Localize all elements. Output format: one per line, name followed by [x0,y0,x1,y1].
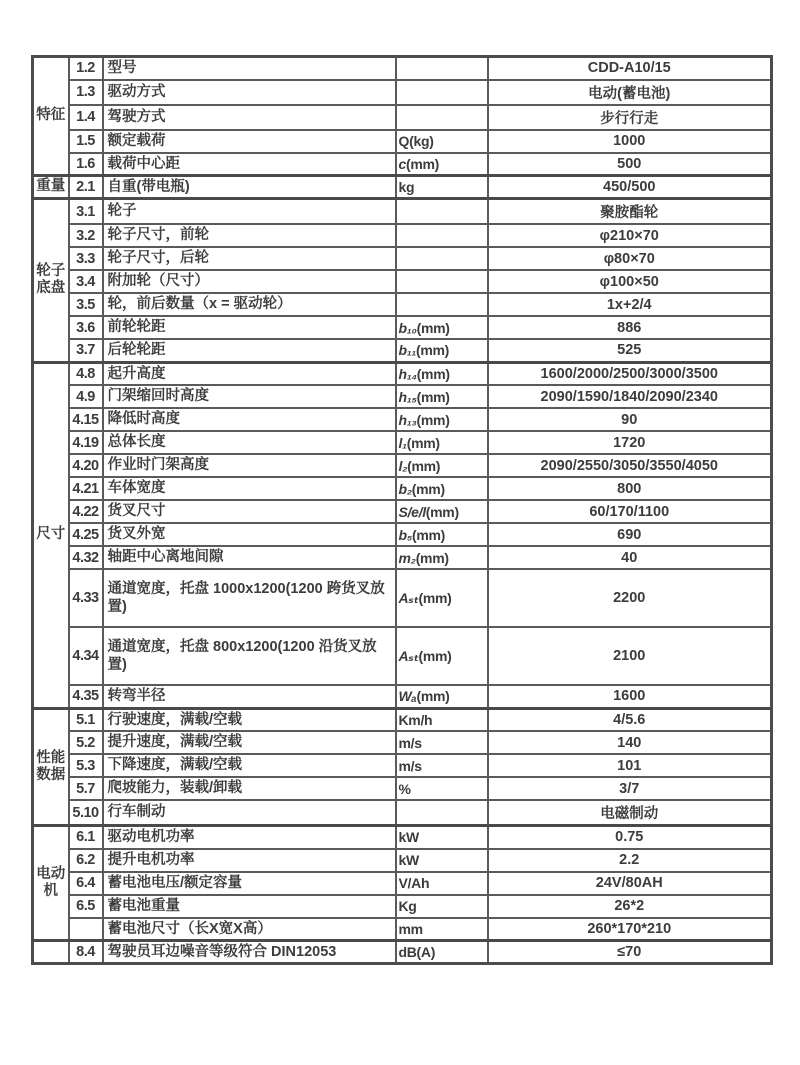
spec-row [33,293,772,316]
spec-value: 525 [488,339,772,362]
spec-row [33,431,772,454]
row-number: 6.4 [69,872,103,895]
spec-description: 行车制动 [103,800,396,826]
spec-row [33,176,772,199]
spec-value: 1600/2000/2500/3000/3500 [488,362,772,385]
spec-unit [396,918,488,941]
spec-value: 140 [488,731,772,754]
category-label: 重量 [33,176,69,199]
spec-value: 2090/1590/1840/2090/2340 [488,385,772,408]
spec-value: 电动(蓄电池) [488,80,772,105]
spec-unit [396,57,488,80]
row-number: 1.4 [69,105,103,130]
row-number: 8.4 [69,941,103,964]
spec-value: 450/500 [488,176,772,199]
spec-value: 2200 [488,569,772,627]
spec-value: 2100 [488,627,772,685]
spec-unit-symbol: b₂ [398,480,412,497]
spec-row [33,199,772,225]
spec-description: 货叉外宽 [103,523,396,546]
spec-value: φ100×50 [488,270,772,293]
spec-description: 后轮轮距 [103,339,396,362]
spec-unit [396,895,488,918]
spec-row [33,708,772,731]
spec-row [33,941,772,964]
spec-row [33,895,772,918]
spec-unit [396,477,488,500]
category-label [33,941,69,964]
spec-description: 下降速度，满载/空载 [103,754,396,777]
spec-value: 690 [488,523,772,546]
spec-unit-symbol: h₁₃ [398,411,417,428]
row-number: 6.5 [69,895,103,918]
spec-row [33,754,772,777]
spec-value: 90 [488,408,772,431]
spec-unit-rest: (mm) [411,480,445,497]
spec-row [33,731,772,754]
spec-unit [396,270,488,293]
spec-row [33,247,772,270]
spec-value: φ80×70 [488,247,772,270]
spec-unit-rest: kg [398,179,415,195]
spec-value: 0.75 [488,826,772,849]
spec-unit [396,247,488,270]
spec-description: 轮子尺寸，后轮 [103,247,396,270]
spec-unit-rest: % [398,780,411,797]
row-number: 4.20 [69,454,103,477]
spec-description: 型号 [103,57,396,80]
spec-unit-rest: kW [398,829,419,846]
spec-unit-rest: (mm) [418,589,452,606]
spec-row [33,105,772,130]
spec-unit-rest: (mm) [407,457,441,474]
spec-description: 爬坡能力，装载/卸载 [103,777,396,800]
row-number: 5.7 [69,777,103,800]
row-number: 1.2 [69,57,103,80]
spec-description: 自重(带电瓶) [103,176,396,199]
spec-unit [396,569,488,627]
spec-description: 载荷中心距 [103,153,396,176]
spec-description: 起升高度 [103,362,396,385]
spec-value: ≤70 [488,941,772,964]
spec-description: 蓄电池尺寸（长X宽X高） [103,918,396,941]
spec-unit-symbol: c [398,155,406,172]
spec-description: 蓄电池电压/额定容量 [103,872,396,895]
spec-description: 蓄电池重量 [103,895,396,918]
spec-unit [396,849,488,872]
spec-value: 40 [488,546,772,569]
row-number: 4.32 [69,546,103,569]
row-number: 3.7 [69,339,103,362]
spec-unit [396,546,488,569]
spec-value: 4/5.6 [488,708,772,731]
spec-row [33,316,772,339]
spec-unit [396,708,488,731]
spec-unit [396,105,488,130]
spec-row [33,918,772,941]
spec-unit [396,754,488,777]
spec-value: 步行行走 [488,105,772,130]
spec-unit [396,408,488,431]
spec-unit-rest: (mm) [416,342,450,359]
spec-unit-rest: (mm) [416,319,450,336]
spec-description: 驾驶方式 [103,105,396,130]
spec-row [33,408,772,431]
category-label: 特征 [33,57,69,176]
row-number: 1.5 [69,130,103,153]
spec-value: 24V/80AH [488,872,772,895]
spec-row [33,339,772,362]
spec-row [33,849,772,872]
spec-row [33,454,772,477]
spec-unit [396,130,488,153]
spec-unit [396,153,488,176]
spec-description: 驾驶员耳边噪音等级符合 DIN12053 [103,941,396,964]
row-number: 1.6 [69,153,103,176]
spec-value: 3/7 [488,777,772,800]
spec-description: 驱动电机功率 [103,826,396,849]
spec-unit [396,454,488,477]
spec-unit-rest: V/Ah [398,875,430,891]
spec-unit [396,523,488,546]
spec-description: 通道宽度，托盘 1000x1200(1200 跨货叉放置) [103,569,396,627]
spec-unit-rest: dB(A) [398,944,436,960]
spec-description: 转弯半径 [103,685,396,708]
spec-row [33,569,772,627]
spec-unit [396,293,488,316]
spec-unit-rest: (mm) [416,411,450,428]
row-number: 4.25 [69,523,103,546]
spec-unit [396,199,488,225]
row-number: 6.1 [69,826,103,849]
spec-unit [396,800,488,826]
spec-row [33,523,772,546]
spec-value: 260*170*210 [488,918,772,941]
spec-unit [396,176,488,199]
row-number: 2.1 [69,176,103,199]
row-number [69,918,103,941]
spec-row [33,500,772,523]
spec-unit [396,941,488,964]
spec-unit [396,777,488,800]
spec-unit [396,362,488,385]
spec-value: 26*2 [488,895,772,918]
spec-unit-symbol: b₅ [398,526,412,543]
spec-unit [396,316,488,339]
spec-description: 轮，前后数量（x = 驱动轮） [103,293,396,316]
spec-description: 总体长度 [103,431,396,454]
spec-description: 轮子尺寸，前轮 [103,224,396,247]
row-number: 3.1 [69,199,103,225]
spec-unit-symbol: Aₛₜ [398,647,419,664]
spec-row [33,627,772,685]
category-label: 电动机 [33,826,69,941]
spec-description: 轴距中心离地间隙 [103,546,396,569]
spec-row [33,872,772,895]
row-number: 5.1 [69,708,103,731]
row-number: 3.6 [69,316,103,339]
spec-unit-rest: m/s [398,757,422,774]
spec-unit-rest: Q(kg) [398,133,434,149]
spec-value: φ210×70 [488,224,772,247]
spec-description: 前轮轮距 [103,316,396,339]
spec-unit [396,80,488,105]
row-number: 3.3 [69,247,103,270]
spec-unit-symbol: Aₛₜ [398,589,419,606]
spec-unit-symbol: l₁ [398,434,407,451]
spec-unit-rest: (mm) [416,388,450,405]
spec-row [33,130,772,153]
spec-unit-rest: (mm) [415,549,449,566]
spec-row [33,153,772,176]
spec-unit-rest: m/s [398,734,422,751]
row-number: 4.35 [69,685,103,708]
spec-row [33,362,772,385]
spec-unit-rest: (mm) [425,503,459,520]
category-label: 轮子底盘 [33,199,69,363]
spec-description: 车体宽度 [103,477,396,500]
spec-unit [396,224,488,247]
spec-table [31,55,773,965]
spec-row [33,800,772,826]
spec-unit-symbol: h₁₅ [398,388,417,405]
spec-unit-rest: kW [398,852,419,868]
spec-unit [396,431,488,454]
spec-value: 1x+2/4 [488,293,772,316]
spec-row [33,546,772,569]
spec-description: 作业时门架高度 [103,454,396,477]
spec-row [33,477,772,500]
row-number: 4.33 [69,569,103,627]
row-number: 4.34 [69,627,103,685]
row-number: 3.2 [69,224,103,247]
spec-unit [396,826,488,849]
spec-unit-rest: (mm) [416,688,450,705]
spec-unit-symbol: Wₐ [398,688,417,705]
spec-unit [396,685,488,708]
spec-value: 电磁制动 [488,800,772,826]
spec-description: 货叉尺寸 [103,500,396,523]
spec-description: 通道宽度，托盘 800x1200(1200 沿货叉放置) [103,627,396,685]
spec-value: 1720 [488,431,772,454]
spec-unit-symbol: l₂ [398,457,408,474]
row-number: 4.21 [69,477,103,500]
row-number: 1.3 [69,80,103,105]
spec-value: 2.2 [488,849,772,872]
spec-value: 2090/2550/3050/3550/4050 [488,454,772,477]
spec-unit-symbol: b₁₁ [398,342,417,359]
spec-value: 1600 [488,685,772,708]
spec-unit-rest: (mm) [406,155,440,172]
row-number: 3.5 [69,293,103,316]
spec-row [33,270,772,293]
spec-value: 聚胺酯轮 [488,199,772,225]
spec-description: 额定载荷 [103,130,396,153]
spec-unit-symbol: S/e/l [398,503,426,520]
spec-unit [396,731,488,754]
category-label: 尺寸 [33,362,69,708]
spec-description: 行驶速度，满载/空载 [103,708,396,731]
spec-row [33,57,772,80]
row-number: 4.15 [69,408,103,431]
spec-row [33,685,772,708]
category-label: 性能数据 [33,708,69,826]
spec-unit [396,627,488,685]
spec-unit-rest: Kg [398,898,417,914]
spec-description: 轮子 [103,199,396,225]
spec-description: 提升电机功率 [103,849,396,872]
spec-unit-rest: Km/h [398,711,433,728]
spec-description: 门架缩回时高度 [103,385,396,408]
spec-unit [396,872,488,895]
spec-unit-rest: (mm) [411,526,446,543]
row-number: 4.9 [69,385,103,408]
spec-unit-rest: (mm) [406,434,440,451]
spec-unit-symbol: h₁₄ [398,365,417,382]
spec-row [33,777,772,800]
spec-description: 降低时高度 [103,408,396,431]
spec-description: 附加轮（尺寸） [103,270,396,293]
row-number: 5.3 [69,754,103,777]
spec-value: 886 [488,316,772,339]
row-number: 4.22 [69,500,103,523]
spec-unit [396,500,488,523]
spec-table-body [33,57,772,964]
spec-value: 500 [488,153,772,176]
spec-value: 800 [488,477,772,500]
spec-value: 1000 [488,130,772,153]
spec-unit-rest: (mm) [416,365,450,382]
row-number: 6.2 [69,849,103,872]
spec-description: 驱动方式 [103,80,396,105]
row-number: 5.10 [69,800,103,826]
spec-row [33,385,772,408]
row-number: 5.2 [69,731,103,754]
spec-description: 提升速度，满载/空载 [103,731,396,754]
spec-row [33,224,772,247]
spec-unit-rest: (mm) [418,647,452,664]
row-number: 4.8 [69,362,103,385]
spec-unit-rest: mm [398,920,423,937]
row-number: 3.4 [69,270,103,293]
row-number: 4.19 [69,431,103,454]
spec-unit [396,339,488,362]
spec-row [33,826,772,849]
spec-value: 60/170/1100 [488,500,772,523]
spec-unit-symbol: m₂ [398,549,416,566]
spec-row [33,80,772,105]
spec-unit [396,385,488,408]
spec-value: CDD-A10/15 [488,57,772,80]
spec-value: 101 [488,754,772,777]
spec-unit-symbol: b₁₀ [398,319,417,336]
